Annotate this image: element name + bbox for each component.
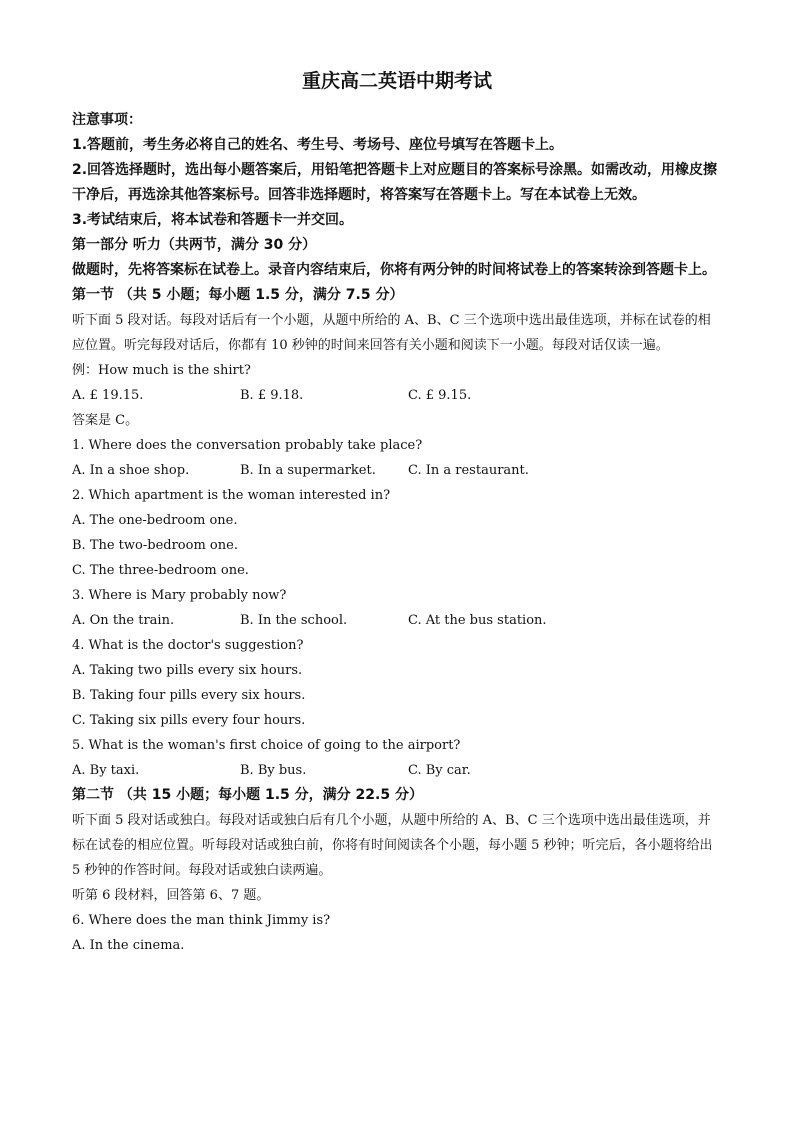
notice-item-1: 1.答题前，考生务必将自己的姓名、考生号、考场号、座位号填写在答题卡上。 [72,137,564,153]
section2-heading: 第二节 （共 15 小题；每小题 1.5 分，满分 22.5 分） [72,787,423,803]
option-b: B. Taking four pills every six hours. [72,688,306,703]
option-b: B. In the school. [240,613,348,628]
option-a: A. £ 19.15. [72,388,144,403]
question-3-options [72,608,722,633]
option-a: A. By taxi. [72,763,140,778]
material-6-instruction: 听第 6 段材料，回答第 6、7 题。 [72,888,270,903]
option-b: B. £ 9.18. [240,388,304,403]
question-4: 4. What is the doctor's suggestion? [72,638,304,653]
option-b: B. In a supermarket. [240,463,376,478]
section2-instruction: 听下面 5 段对话或独白。每段对话或独白后有几个小题，从题中所给的 A、B、C 三个选项中选出最佳选项，并标在试卷的相应位置。听每段对话或独白前，你将有时间阅读各个小题，每小题 5 秒钟；听完后，各小题将给出 5 秒钟的作答时间。每段对话或独白读两遍。 [72,813,713,878]
page-title: 重庆高二英语中期考试 [301,70,492,92]
option-c: C. Taking six pills every four hours. [72,713,306,728]
question-1: 1. Where does the conversation probably take place? [72,438,423,453]
question-3: 3. Where is Mary probably now? [72,588,287,603]
option-c: C. At the bus station. [408,613,547,628]
example-options [72,383,722,408]
option-a: A. In a shoe shop. [72,463,190,478]
option-c: C. The three-bedroom one. [72,563,249,578]
exam-page [72,66,722,958]
option-b: B. By bus. [240,763,307,778]
question-2: 2. Which apartment is the woman interested in? [72,488,391,503]
question-5: 5. What is the woman's first choice of going to the airport? [72,738,461,753]
part1-instruction: 做题时，先将答案标在试卷上。录音内容结束后，你将有两分钟的时间将试卷上的答案转涂到答题卡上。 [72,262,716,278]
option-a: A. On the train. [72,613,175,628]
question-1-options [72,458,722,483]
section1-heading: 第一节 （共 5 小题；每小题 1.5 分，满分 7.5 分） [72,287,404,303]
part1-heading: 第一部分 听力（共两节，满分 30 分） [72,237,317,253]
question-5-options [72,758,722,783]
option-a: A. In the cinema. [72,938,185,953]
example-question: 例：How much is the shirt? [72,363,251,378]
option-a: A. The one-bedroom one. [72,513,238,528]
notice-item-3: 3.考试结束后，将本试卷和答题卡一并交回。 [72,212,354,228]
notice-item-2: 2.回答选择题时，选出每小题答案后，用铅笔把答题卡上对应题目的答案标号涂黑。如需改动，用橡皮擦干净后，再选涂其他答案标号。回答非选择题时，将答案写在答题卡上。写在本试卷上无效。 [72,162,718,203]
section1-instruction: 听下面 5 段对话。每段对话后有一个小题，从题中所给的 A、B、C 三个选项中选出最佳选项，并标在试卷的相应位置。听完每段对话后，你都有 10 秒钟的时间来回答有关小题和阅读下一小题。每段对话仅读一遍。 [72,313,711,353]
option-c: C. By car. [408,763,471,778]
question-6: 6. Where does the man think Jimmy is? [72,913,331,928]
option-b: B. The two-bedroom one. [72,538,238,553]
option-c: C. £ 9.15. [408,388,472,403]
option-c: C. In a restaurant. [408,463,529,478]
option-a: A. Taking two pills every six hours. [72,663,303,678]
example-answer: 答案是 C。 [72,413,139,428]
notice-heading: 注意事项： [72,112,142,128]
